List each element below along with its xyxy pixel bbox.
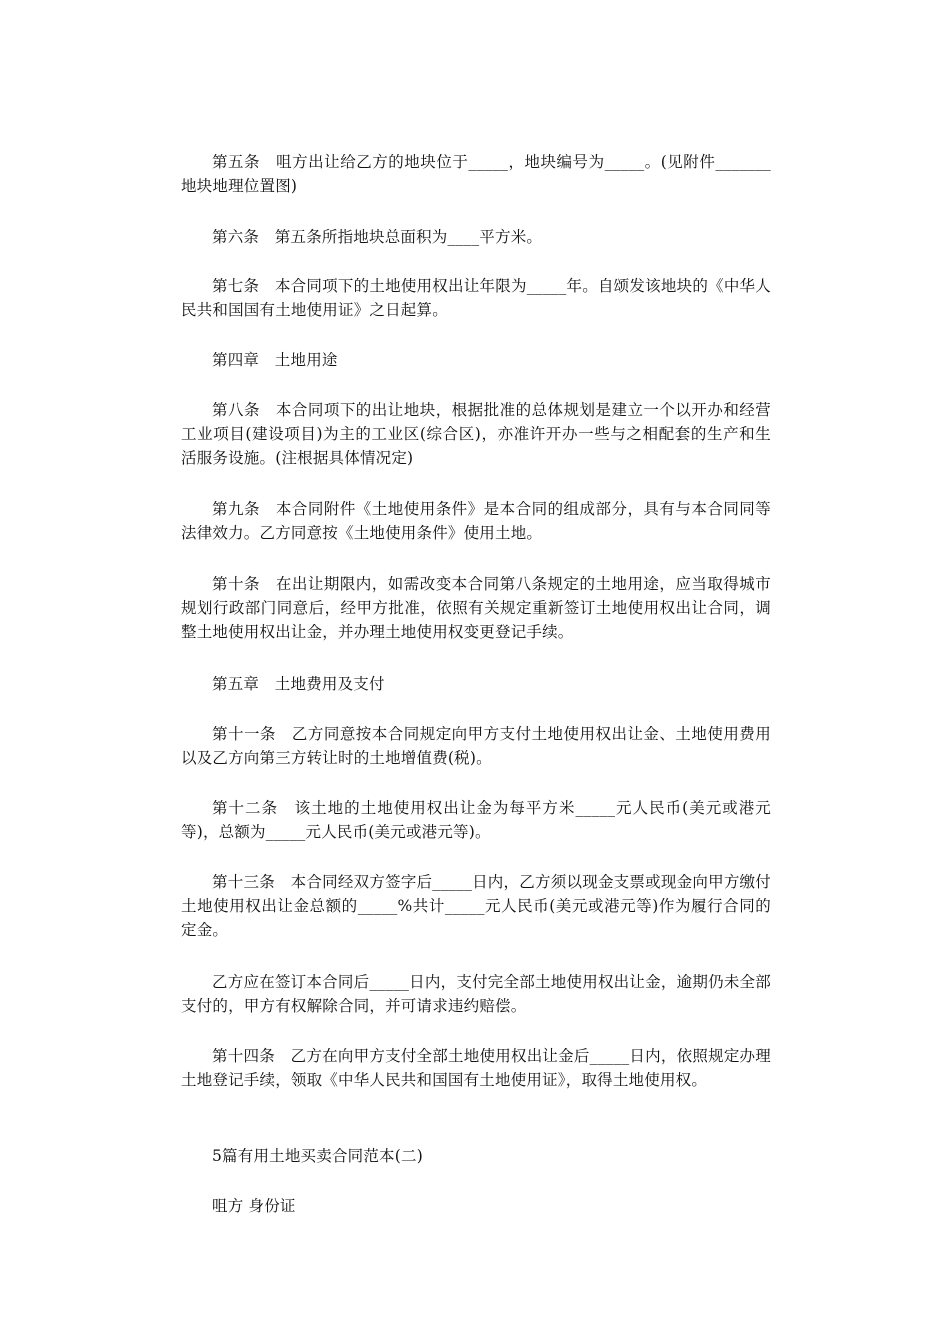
clause-9: 第九条 本合同附件《土地使用条件》是本合同的组成部分，具有与本合同同等法律效力。乙方同意按《土地使用条件》使用土地。	[181, 500, 771, 542]
clause-6: 第六条 第五条所指地块总面积为____平方米。	[212, 228, 543, 246]
clause-14: 第十四条 乙方在向甲方支付全部土地使用权出让金后_____日内，依照规定办理土地登记手续，领取《中华人民共和国国有土地使用证》，取得土地使用权。	[181, 1047, 771, 1089]
clause-13: 第十三条 本合同经双方签字后_____日内，乙方须以现金支票或现金向甲方缴付土地使用权出让金总额的_____%共计_____元人民币(美元或港元等)作为履行合同的定金。	[181, 873, 771, 939]
clause-7: 第七条 本合同项下的土地使用权出让年限为_____年。自颂发该地块的《中华人民共和国国有土地使用证》之日起算。	[181, 277, 771, 319]
party-a-id-line: 咀方 身份证	[212, 1197, 296, 1215]
clause-12: 第十二条 该土地的土地使用权出让金为每平方米_____元人民币(美元或港元等)，总额为_____元人民币(美元或港元等)。	[181, 799, 771, 841]
section-heading: 5篇有用土地买卖合同范本(二)	[212, 1147, 423, 1165]
clause-8: 第八条 本合同项下的出让地块，根据批准的总体规划是建立一个以开办和经营工业项目(建设项目)为主的工业区(综合区)，亦准许开办一些与之相配套的生产和生活服务设施。(注根据具体情况定)	[181, 401, 771, 467]
clause-11: 第十一条 乙方同意按本合同规定向甲方支付土地使用权出让金、土地使用费用以及乙方向第三方转让时的土地增值费(税)。	[181, 725, 771, 767]
chapter-4-heading: 第四章 土地用途	[212, 351, 338, 369]
clause-10: 第十条 在出让期限内，如需改变本合同第八条规定的土地用途，应当取得城市规划行政部门同意后，经甲方批准，依照有关规定重新签订土地使用权出让合同，调整土地使用权出让金，并办理土地使用权变更登记手续。	[181, 575, 771, 641]
chapter-5-heading: 第五章 土地费用及支付	[212, 675, 385, 693]
payment-deadline-paragraph: 乙方应在签订本合同后_____日内，支付完全部土地使用权出让金，逾期仍未全部支付的，甲方有权解除合同，并可请求违约赔偿。	[181, 973, 771, 1015]
clause-5: 第五条 咀方出让给乙方的地块位于_____，地块编号为_____。(见附件_______地块地理位置图)	[181, 153, 771, 195]
